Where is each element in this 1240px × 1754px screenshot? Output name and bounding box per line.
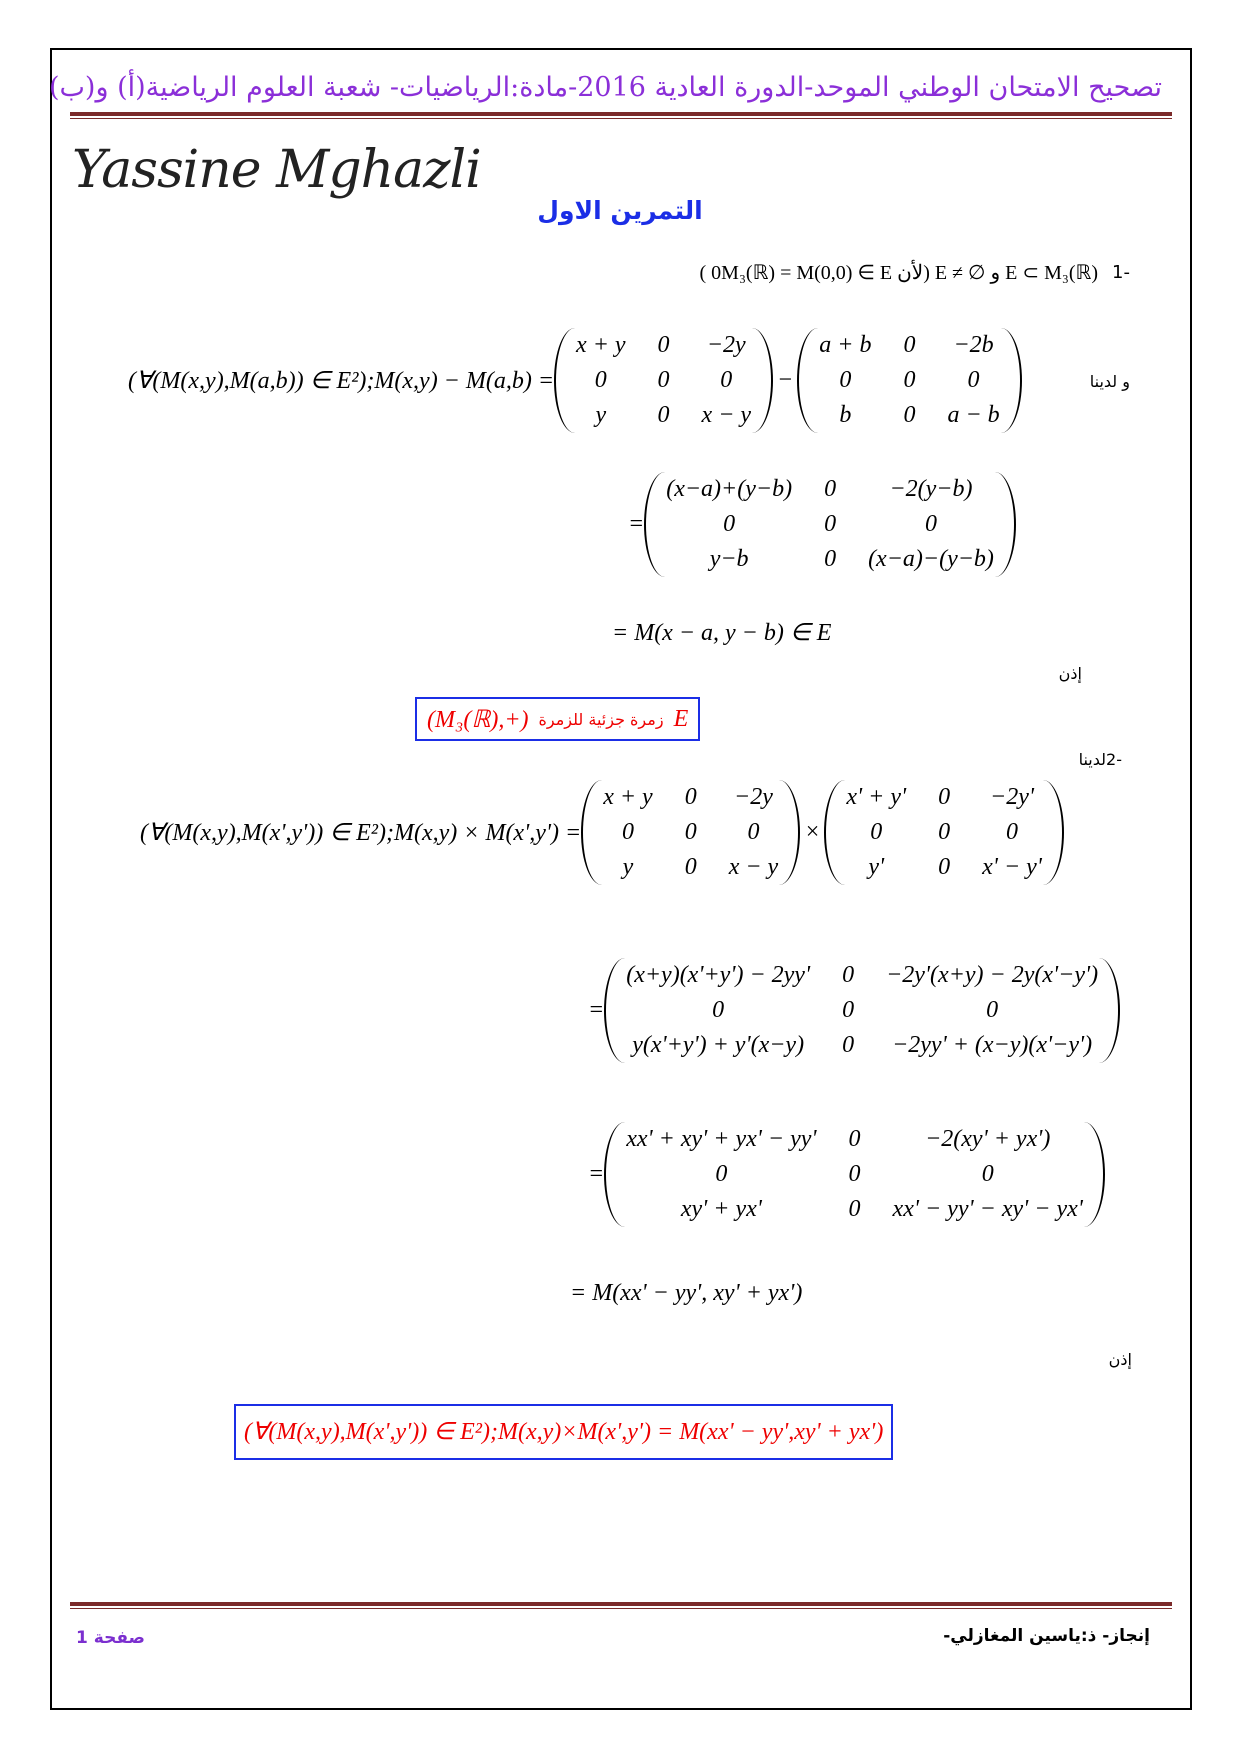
q2-matrix-2-cell: y'	[868, 854, 885, 880]
q2-intro: لدينا	[1078, 750, 1107, 769]
q2-matrix-2-row	[830, 780, 1058, 815]
footer-author: إنجاز- ذ:ياسين المغازلي-	[943, 1626, 1150, 1646]
q2-matrix-4-row	[610, 1122, 1099, 1157]
q1-matrix-2-row	[803, 363, 1015, 398]
author-signature: Yassine Mghazli	[72, 140, 481, 200]
page-number: صفحة 1	[76, 1628, 145, 1648]
q1-matrix-2-cell: 0	[903, 332, 916, 358]
q2-matrix-2-cell: 0	[938, 854, 951, 880]
q1-lhs: (∀(M(x,y),M(a,b)) ∈ E²);M(x,y) − M(a,b) =	[128, 368, 555, 394]
q2-matrix-2-cell: x' − y'	[982, 854, 1042, 880]
q2-matrix-2-cell: 0	[1006, 819, 1019, 845]
q1-boxed-group: (M₃(ℝ),+)	[427, 706, 529, 733]
q2-matrix-3-row	[610, 1028, 1114, 1063]
q1-matrix-1-cell: 0	[657, 332, 670, 358]
q2-matrix-1-cell: −2y	[734, 784, 773, 810]
q2-matrix-1-cell: 0	[747, 819, 760, 845]
q1-matrix-3-cell: 0	[723, 511, 736, 537]
q2-matrix-4-cell: −2(xy' + yx')	[925, 1126, 1051, 1152]
header-rule-thin	[70, 118, 1172, 119]
q2-matrix-1	[581, 780, 800, 885]
q2-matrix-4-row	[610, 1157, 1099, 1192]
q2-matrix-4-cell: 0	[981, 1161, 994, 1187]
q2-matrix-1-cell: x + y	[603, 784, 653, 810]
q2-boxed-formula: (∀(M(x,y),M(x',y')) ∈ E²);M(x,y)×M(x',y') = M(xx' − yy',xy' + yx')	[244, 1419, 884, 1445]
q1-matrix-2-cell: 0	[903, 402, 916, 428]
q2-matrix-1-cell: 0	[684, 854, 697, 880]
q1-matrix-1-row	[560, 363, 767, 398]
q2-matrix-4-cell: 0	[848, 1126, 861, 1152]
q1-boxed-text: زمرة جزئية للزمرة	[538, 709, 664, 729]
q2-therefore: إذن	[1108, 1350, 1132, 1369]
q2-matrix-1-cell: x − y	[728, 854, 779, 880]
q1-matrix-2-row	[803, 398, 1015, 433]
q2-matrix-2-cell: −2y'	[990, 784, 1035, 810]
header-rule	[70, 112, 1172, 116]
q1-matrix-2-cell: a + b	[819, 332, 872, 358]
exercise-title: التمرين الاول	[537, 196, 703, 225]
q1-matrix-3	[644, 472, 1016, 577]
q2-matrix-1-row	[587, 815, 794, 850]
q1-statement	[700, 260, 1131, 285]
q1-matrix-3-cell: (x−a)+(y−b)	[666, 476, 793, 502]
q2-matrix-4	[604, 1122, 1105, 1227]
q2-matrix-4-cell: xx' − yy' − xy' − yx'	[892, 1196, 1083, 1222]
q1-matrix-1-cell: 0	[657, 402, 670, 428]
q1-matrix-3-row	[650, 507, 1010, 542]
q1-matrix-1-cell: −2y	[706, 332, 746, 358]
q2-matrix-3-cell: 0	[842, 1032, 855, 1058]
footer-rule-thin	[70, 1608, 1172, 1609]
q2-matrix-4-cell: xx' + xy' + yx' − yy'	[626, 1126, 817, 1152]
q1-matrix-2-cell: 0	[839, 367, 852, 393]
q1-number: -1	[1112, 262, 1130, 283]
q2-matrix-1-cell: 0	[684, 819, 697, 845]
q2-result: = M(xx' − yy', xy' + yx')	[570, 1280, 803, 1306]
q2-matrix-4-cell: xy' + yx'	[680, 1196, 762, 1222]
q2-number: -2	[1106, 750, 1122, 769]
q2-matrix-2-cell: 0	[870, 819, 883, 845]
q1-difference-equation: (∀(M(x,y),M(a,b)) ∈ E²);M(x,y) − M(a,b) = x + y 0 −2y 0 0 0 y 0 x − y − a + b 0 −2b 0 0 0 b 0 a − b	[128, 328, 1022, 433]
q1-matrix-2-cell: −2b	[953, 332, 994, 358]
q2-matrix-4-cell: 0	[848, 1196, 861, 1222]
q2-matrix-2-row	[830, 850, 1058, 885]
q1-line: ( 0M₃(ℝ) = M(0,0) ∈ E لأن) E ≠ ∅ و E ⊂ M₃(ℝ)	[699, 262, 1099, 284]
q1-matrix-2-row	[803, 328, 1015, 363]
q2-matrix-3	[604, 958, 1120, 1063]
q1-matrix-3-cell: 0	[824, 546, 837, 572]
q1-matrix-1-cell: x − y	[701, 402, 752, 428]
q2-matrix-2-cell: 0	[938, 819, 951, 845]
q1-matrix-3-cell: (x−a)−(y−b)	[868, 546, 994, 572]
q1-therefore: إذن	[1058, 664, 1082, 683]
q2-matrix-3-cell: −2yy' + (x−y)(x'−y')	[892, 1032, 1093, 1058]
q1-matrix-1-row	[560, 328, 767, 363]
q1-matrix-1-cell: 0	[657, 367, 670, 393]
q1-conclusion-box	[415, 697, 700, 741]
q2-matrix-1-row	[587, 780, 794, 815]
q1-matrix-1-row	[560, 398, 767, 433]
q2-matrix-2-cell: x' + y'	[846, 784, 907, 810]
q2-product-equation: (∀(M(x,y),M(x',y')) ∈ E²);M(x,y) × M(x',y') = x + y 0 −2y 0 0 0 y 0 x − y × x' + y' 0 −2y' 0 0 0 y' 0 x' − y'	[140, 780, 1064, 885]
q2-matrix-3-row	[610, 993, 1114, 1028]
q2-matrix-1-cell: 0	[621, 819, 634, 845]
q1-intro: و لدينا	[1089, 372, 1130, 391]
q1-matrix-3-row	[650, 542, 1010, 577]
q2-matrix-2-row	[830, 815, 1058, 850]
q1-matrix-3-cell: y−b	[709, 546, 749, 572]
q1-matrix-3-cell: 0	[824, 476, 837, 502]
q2-matrix-3-cell: 0	[842, 997, 855, 1023]
q2-matrix-4-row	[610, 1192, 1099, 1227]
q2-product-simplified: = xx' + xy' + yx' − yy' 0 −2(xy' + yx') 0 0 0 xy' + yx' 0 xx' − yy' − xy' − yx'	[588, 1122, 1105, 1227]
q2-matrix-3-cell: 0	[842, 962, 855, 988]
q1-matrix-2-cell: 0	[903, 367, 916, 393]
q2-matrix-3-cell: 0	[986, 997, 999, 1023]
q1-matrix-2-cell: a − b	[947, 402, 1000, 428]
q1-matrix-1-cell: y	[595, 402, 607, 428]
q2-matrix-1-cell: y	[622, 854, 634, 880]
q1-matrix-2-cell: 0	[967, 367, 980, 393]
q1-matrix-3-cell: 0	[824, 511, 837, 537]
q1-boxed-e: E	[673, 705, 689, 732]
footer-rule	[70, 1602, 1172, 1606]
q2-matrix-4-cell: 0	[848, 1161, 861, 1187]
q2-lhs: (∀(M(x,y),M(x',y')) ∈ E²);M(x,y) × M(x',y') =	[140, 820, 582, 846]
q1-matrix-3-cell: 0	[924, 511, 937, 537]
page-header-title: تصحيح الامتحان الوطني الموحد-الدورة العادية 2016-مادة:الرياضيات- شعبة العلوم الرياضية(أ) و(ب)	[48, 72, 1162, 103]
q1-matrix-1-cell: 0	[594, 367, 607, 393]
q1-matrix-3-row	[650, 472, 1010, 507]
q1-matrix-1-cell: x + y	[576, 332, 626, 358]
q2-matrix-1-cell: 0	[684, 784, 697, 810]
q2-heading	[1079, 750, 1130, 769]
q2-conclusion-box	[234, 1404, 893, 1460]
q1-result: = M(x − a, y − b) ∈ E	[612, 620, 832, 646]
q1-matrix-1-cell: 0	[720, 367, 733, 393]
q1-matrix-2-cell: b	[839, 402, 852, 428]
q2-matrix-3-row	[610, 958, 1114, 993]
q2-matrix-2	[824, 780, 1064, 885]
q1-difference-result-matrix: = (x−a)+(y−b) 0 −2(y−b) 0 0 0 y−b 0 (x−a)−(y−b)	[628, 472, 1016, 577]
q2-matrix-3-cell: y(x'+y') + y'(x−y)	[632, 1032, 805, 1058]
q2-matrix-3-cell: 0	[712, 997, 725, 1023]
q2-matrix-2-cell: 0	[938, 784, 951, 810]
q2-matrix-1-row	[587, 850, 794, 885]
q1-matrix-1	[554, 328, 773, 433]
q2-product-expanded: = (x+y)(x'+y') − 2yy' 0 −2y'(x+y) − 2y(x'−y') 0 0 0 y(x'+y') + y'(x−y) 0 −2yy' + (x−y)(x'−y')	[588, 958, 1120, 1063]
q1-matrix-3-cell: −2(y−b)	[889, 476, 973, 502]
q2-matrix-3-cell: (x+y)(x'+y') − 2yy'	[626, 962, 811, 988]
q2-matrix-4-cell: 0	[715, 1161, 728, 1187]
q1-matrix-2	[797, 328, 1021, 433]
q2-matrix-3-cell: −2y'(x+y) − 2y(x'−y')	[886, 962, 1099, 988]
